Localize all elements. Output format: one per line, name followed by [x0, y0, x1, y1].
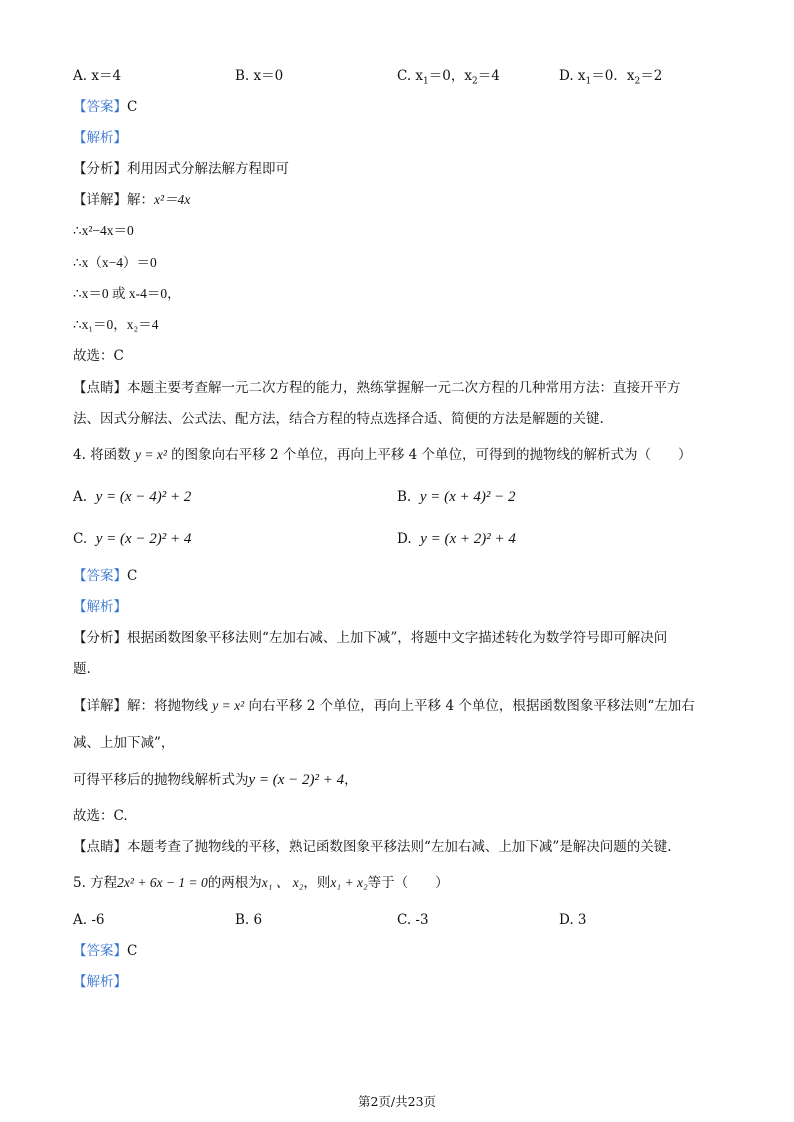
- q4-dianjing: 【点睛】本题考查了抛物线的平移，熟记函数图象平移法则“左加右减、上加下减”是解决问题的关键.: [73, 839, 672, 855]
- q4-xiangjie-2: 减、上加下减”，: [73, 735, 175, 751]
- q4-option-b: B. y = (x + 4)² − 2: [397, 489, 516, 505]
- q4-option-c: C. y = (x − 2)² + 4: [73, 531, 192, 547]
- q4-answer: 【答案】C: [73, 568, 138, 584]
- q4-analysis-label: 【解析】: [73, 599, 127, 615]
- q5-stem: 5. 方程2x² + 6x − 1 = 0的两根为x₁ 、 x₂，则x₁ + x₂等于（ ）: [73, 875, 449, 891]
- q5-analysis-label: 【解析】: [73, 974, 127, 990]
- q3-step-5: ∴x₁＝0，x₂＝4: [73, 317, 159, 332]
- q3-answer: 【答案】C: [73, 99, 138, 115]
- q5-option-b: B. 6: [235, 912, 263, 928]
- q3-option-a: A. x＝4: [73, 68, 122, 84]
- q3-analysis-label: 【解析】: [73, 130, 127, 146]
- q3-xiangjie: 【详解】解：x²＝4x: [73, 192, 191, 208]
- q4-option-d: D. y = (x + 2)² + 4: [397, 531, 516, 547]
- q5-option-c: C. -3: [397, 912, 429, 928]
- q4-option-a: A. y = (x − 4)² + 2: [73, 489, 192, 505]
- q3-option-b: B. x＝0: [235, 68, 284, 84]
- q3-dianjing-2: 法、因式分解法、公式法、配方法，结合方程的特点选择合适、简便的方法是解题的关键.: [73, 411, 604, 427]
- q3-dianjing-1: 【点睛】本题主要考查解一元二次方程的能力，熟练掌握解一元二次方程的几种常用方法：直接开平方: [73, 380, 681, 396]
- q3-choose: 故选：C: [73, 348, 124, 364]
- q3-step-2: ∴x²−4x＝0: [73, 223, 134, 238]
- q3-option-c: C. $x_1=0$，$x_2=4$: [397, 68, 500, 87]
- page-footer: 第2页/共23页: [357, 1094, 437, 1109]
- q4-result: 可得平移后的抛物线解析式为y = (x − 2)² + 4，: [73, 772, 358, 788]
- q4-choose: 故选：C.: [73, 808, 128, 824]
- q3-step-4: ∴x＝0 或 x-4＝0，: [73, 286, 181, 301]
- q4-xiangjie-1: 【详解】解：将抛物线 y = x² 向右平移 2 个单位，再向上平移 4 个单位，根据函数图象平移法则“左加右: [73, 698, 695, 714]
- q3-fenxi: 【分析】利用因式分解法解方程即可: [73, 161, 289, 177]
- q3-option-d: D. $x_1=0$．$x_2=2$: [559, 68, 663, 87]
- q4-stem: 4. 将函数 y = x² 的图象向右平移 2 个单位，再向上平移 4 个单位，可得到的抛物线的解析式为（ ）: [73, 447, 692, 463]
- q5-answer: 【答案】C: [73, 943, 138, 959]
- q5-option-a: A. -6: [73, 912, 105, 928]
- q4-fenxi-1: 【分析】根据函数图象平移法则“左加右减、上加下减”，将题中文字描述转化为数学符号即可解决问: [73, 630, 668, 646]
- q3-step-3: ∴x（x−4）＝0: [73, 255, 157, 270]
- q4-fenxi-2: 题.: [73, 661, 91, 677]
- q5-option-d: D. 3: [559, 912, 587, 928]
